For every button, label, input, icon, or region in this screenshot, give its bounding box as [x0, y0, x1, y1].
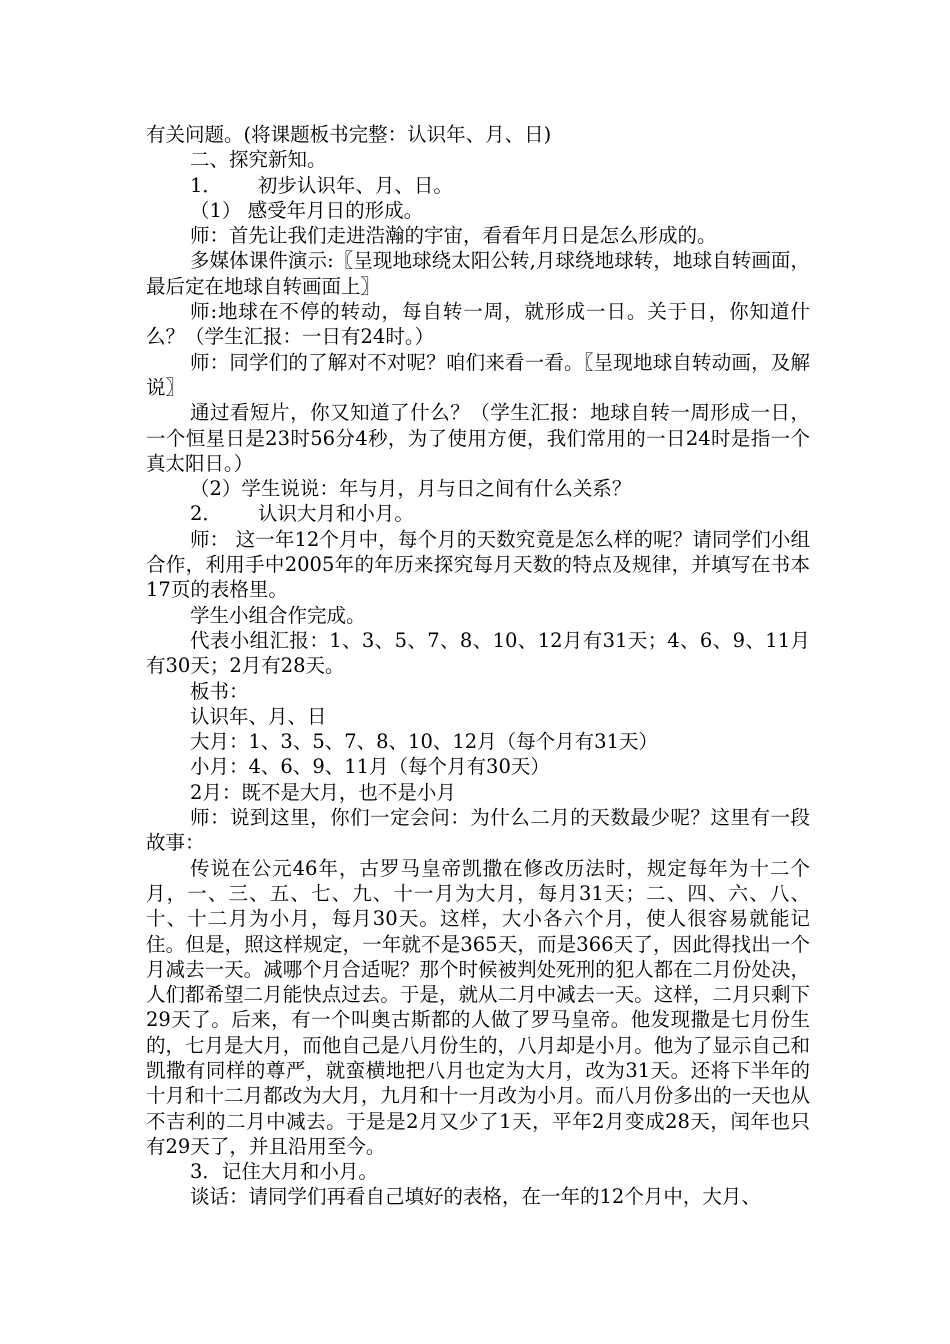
list-number: 1． — [190, 173, 222, 197]
paragraph: 代表小组汇报：1、3、5、7、8、10、12月有31天；4、6、9、11月有30天；2月有28天。 — [146, 628, 810, 678]
paragraph: 师:地球在不停的转动，每自转一周，就形成一日。关于日，你知道什么？（学生汇报：一日有24时。） — [146, 300, 810, 349]
blackboard-line: 大月：1、3、5、7、8、10、12月（每个月有31天） — [190, 730, 658, 754]
paragraph: 师：同学们的了解对不对呢？咱们来看一看。〖呈现地球自转动画，及解说〗 — [146, 350, 810, 399]
list-number: 2． — [190, 502, 222, 526]
paragraph: 师：说到这里，你们一定会问：为什么二月的天数最少呢？这里有一段故事： — [146, 806, 810, 855]
list-text: 认识大月和小月。 — [257, 502, 414, 526]
blackboard-line: 小月：4、6、9、11月（每个月有30天） — [190, 755, 550, 779]
paragraph: 师：首先让我们走进浩瀚的宇宙，看看年月日是怎么形成的。 — [190, 224, 717, 248]
sub-heading: （2）学生说说：年与月，月与日之间有什么关系？ — [190, 477, 632, 501]
paragraph: 有关问题。(将课题板书完整：认识年、月、日) — [146, 123, 552, 146]
blackboard-line: 认识年、月、日 — [190, 704, 327, 728]
numbered-heading — [146, 173, 810, 198]
paragraph: 学生小组合作完成。 — [190, 603, 366, 627]
paragraph: 师： 这一年12个月中，每个月的天数究竟是怎么样的呢？请同学们小组合作，利用手中2005年的年历来探究每月天数的特点及规律，并填写在书本17页的表格里。 — [146, 527, 810, 602]
paragraph: 谈话：请同学们再看自己填好的表格，在一年的12个月中，大月、 — [190, 1185, 761, 1209]
document-body — [146, 122, 810, 1210]
paragraph: 板书： — [190, 679, 249, 703]
story-paragraph: 传说在公元46年，古罗马皇帝凯撒在修改历法时，规定每年为十二个月，一、三、五、七、九、十一月为大月，每月31天；二、四、六、八、十、十二月为小月，每月30天。这样，大小各六个月，使人很容易就能记住。但是，照这样规定，一年就不是365天，而是366天了，因此得找出一个月减去一天。减哪个月合适呢？那个时候被判处死刑的犯人都在二月份处决，人们都希望二月能快点过去。于是，就从二月中减去一天。这样，二月只剩下29天了。后来，有一个叫奥古斯都的人做了罗马皇帝。他发现撒是七月份生的，七月是大月，而他自己是八月份生的，八月却是小月。他为了显示自己和凯撒有同样的尊严，就蛮横地把八月也定为大月，改为31天。还将下半年的十月和十二月都改为大月，九月和十一月改为小月。而八月份多出的一天也从不吉利的二月中减去。于是是2月又少了1天，平年2月变成28天，闰年也只有29天了，并且沿用至今。 — [146, 856, 810, 1158]
paragraph: 多媒体课件演示:〖呈现地球绕太阳公转,月球绕地球转，地球自转画面，最后定在地球自转画面上〗 — [146, 249, 810, 298]
paragraph: 通过看短片，你又知道了什么？（学生汇报：地球自转一周形成一日，一个恒星日是23时56分4秒，为了使用方便，我们常用的一日24时是指一个真太阳日。） — [146, 401, 810, 475]
numbered-heading: 3．记住大月和小月。 — [190, 1160, 378, 1184]
section-heading: 二、探究新知。 — [190, 148, 327, 172]
list-text: 初步认识年、月、日。 — [257, 173, 453, 197]
numbered-heading — [146, 501, 810, 526]
sub-heading: （1） 感受年月日的形成。 — [190, 198, 424, 222]
blackboard-line: 2月：既不是大月，也不是小月 — [190, 780, 456, 804]
